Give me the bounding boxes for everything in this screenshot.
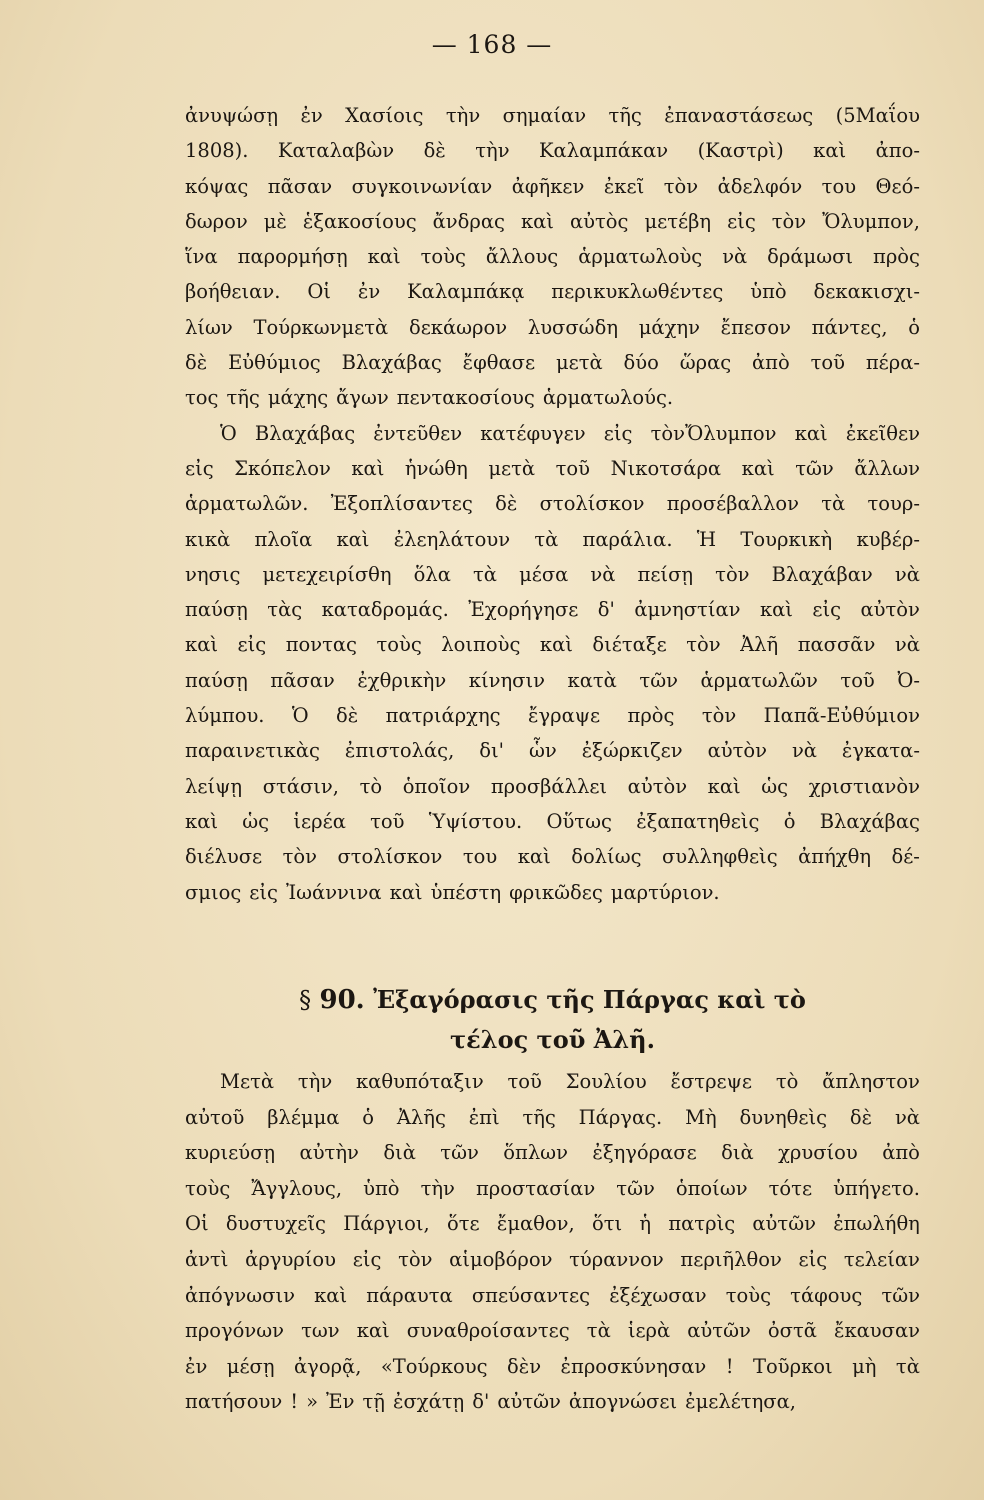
body-text-top [185,98,920,910]
text-line: δωρον μὲ ἑξακοσίους ἄνδρας καὶ αὐτὸς μετέβη εἰς τὸν Ὄλυμπον, [185,209,920,233]
page-number: — 168 — [431,30,553,59]
text-line: ἐν μέσῃ ἀγορᾷ, «Τούρκους δὲν ἐπροσκύνησαν ! Τοῦρκοι μὴ τὰ [185,1354,920,1378]
text-line: Μετὰ τὴν καθυπόταξιν τοῦ Σουλίου ἔστρεψε τὸ ἄπληστον [220,1070,920,1093]
text-line: αὐτοῦ βλέμμα ὁ Ἀλῆς ἐπὶ τῆς Πάργας. Μὴ δυνηθεὶς δὲ νὰ [185,1105,920,1129]
section-heading-line-2 [185,1020,920,1060]
text-line: λείψῃ στάσιν, τὸ ὁποῖον προσβάλλει αὐτὸν καὶ ὡς χριστιανὸν [185,774,920,798]
text-line: προγόνων των καὶ συναθροίσαντες τὰ ἱερὰ αὐτῶν ὀστᾶ ἔκαυσαν [185,1319,920,1343]
text-line: ἀντὶ ἀργυρίου εἰς τὸν αἱμοβόρον τύραννον περιῆλθον εἰς τελείαν [185,1247,920,1271]
text-line: βοήθειαν. Οἱ ἐν Καλαμπάκᾳ περικυκλωθέντες ὑπὸ δεκακισχι- [185,280,920,304]
text-line: δὲ Εὐθύμιος Βλαχάβας ἔφθασε μετὰ δύο ὥρας ἀπὸ τοῦ πέρα- [185,351,920,375]
text-line: 1808). Καταλαβὼν δὲ τὴν Καλαμπάκαν (Καστρὶ) καὶ ἀπο- [185,139,920,163]
section-number: 90. [319,985,365,1015]
text-line: κυριεύσῃ αὐτὴν διὰ τῶν ὅπλων ἐξηγόρασε διὰ χρυσίου ἀπὸ [185,1141,920,1165]
text-line: λίων Τούρκωνμετὰ δεκάωρον λυσσώδη μάχην ἔπεσον πάντες, ὁ [185,315,920,339]
text-line: παραινετικὰς ἐπιστολάς, δι' ὧν ἐξώρκιζεν αὐτὸν νὰ ἐγκατα- [185,739,920,763]
text-line: κόψας πᾶσαν συγκοινωνίαν ἀφῆκεν ἐκεῖ τὸν ἀδελφόν του Θεό- [185,174,920,198]
text-line: Οἱ δυστυχεῖς Πάργιοι, ὅτε ἔμαθον, ὅτι ἡ πατρὶς αὐτῶν ἐπωλήθη [185,1212,920,1236]
text-line: ἀπόγνωσιν καὶ πάραυτα σπεύσαντες ἐξέχωσαν τοὺς τάφους τῶν [185,1283,920,1307]
text-line: Ὁ Βλαχάβας ἐντεῦθεν κατέφυγεν εἰς τὸνὌλυμπον καὶ ἐκεῖθεν [220,421,920,445]
text-line: καὶ ὡς ἱερέα τοῦ Ὑψίστου. Οὕτως ἐξαπατηθεὶς ὁ Βλαχάβας [185,809,920,833]
text-line: ἁρματωλῶν. Ἐξοπλίσαντες δὲ στολίσκον προσέβαλλον τὰ τουρ- [185,492,920,516]
section-title-line-1: Ἐξαγόρασις τῆς Πάργας καὶ τὸ [373,985,806,1014]
text-line: πατήσουν ! » Ἐν τῇ ἐσχάτῃ δ' αὐτῶν ἀπογνώσει ἐμελέτησα, [185,1390,796,1414]
text-line: παύσῃ πᾶσαν ἐχθρικὴν κίνησιν κατὰ τῶν ἁρματωλῶν τοῦ Ὀ- [185,668,920,692]
text-line: λύμπου. Ὁ δὲ πατριάρχης ἔγραψε πρὸς τὸν Παπᾶ-Εὐθύμιον [185,704,920,728]
section-title-line-2: τέλος τοῦ Ἀλῆ. [450,1025,655,1054]
text-line: εἰς Σκόπελον καὶ ἡνώθη μετὰ τοῦ Νικοτσάρα καὶ τῶν ἄλλων [185,456,920,480]
text-line: κικὰ πλοῖα καὶ ἐλεηλάτουν τὰ παράλια. Ἡ Τουρκικὴ κυβέρ- [185,527,920,551]
text-line: νησις μετεχειρίσθη ὅλα τὰ μέσα νὰ πείσῃ τὸν Βλαχάβαν νὰ [185,562,920,586]
text-line: παύσῃ τὰς καταδρομάς. Ἐχορήγησε δ' ἀμνηστίαν καὶ εἰς αὐτὸν [185,598,920,622]
body-text-bottom [185,1064,920,1420]
section-mark: § [299,986,312,1014]
text-line: τος τῆς μάχης ἄγων πεντακοσίους ἁρματωλούς. [185,386,674,410]
text-line: σμιος εἰς Ἰωάννινα καὶ ὑπέστη φρικῶδες μαρτύριον. [185,880,720,904]
text-line: τοὺς Ἄγγλους, ὑπὸ τὴν προστασίαν τῶν ὁποίων τότε ὑπήγετο. [185,1176,920,1200]
text-line: διέλυσε τὸν στολίσκον του καὶ δολίως συλληφθεὶς ἀπήχθη δέ- [185,845,920,869]
text-line: ἀνυψώσῃ ἐν Χασίοις τὴν σημαίαν τῆς ἐπαναστάσεως (5Μαΐου [185,104,920,127]
text-line: ἵνα παρορμήσῃ καὶ τοὺς ἄλλους ἁρματωλοὺς νὰ δράμωσι πρὸς [185,245,920,269]
section-heading-line-1 [185,980,920,1020]
text-line: καὶ εἰς ποντας τοὺς λοιποὺς καὶ διέταξε τὸν Ἀλῆ πασσᾶν νὰ [185,633,920,657]
